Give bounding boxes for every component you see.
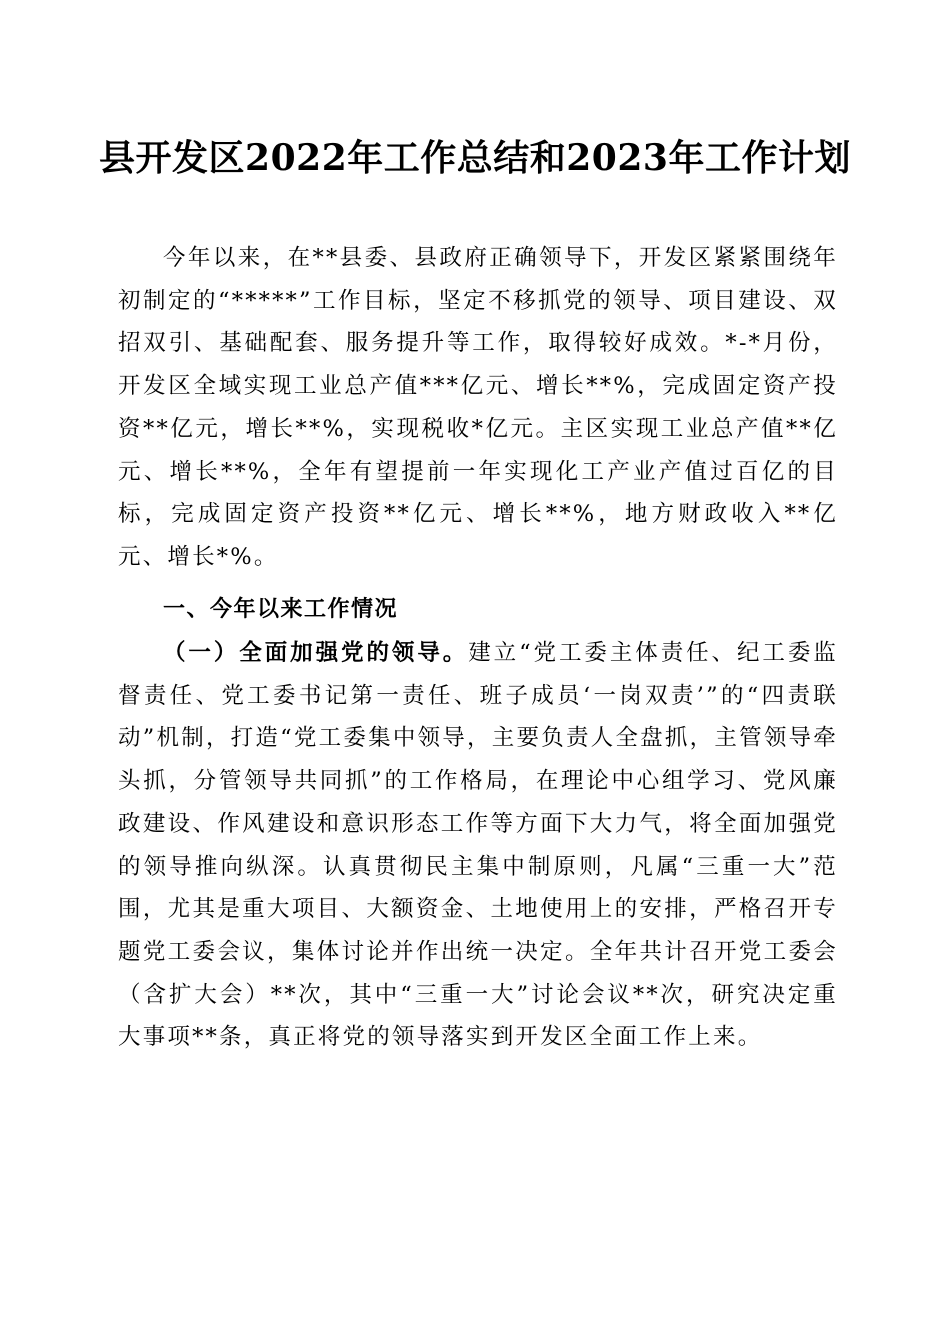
- subsection-body: 建立“党工委主体责任、纪工委监督责任、党工委书记第一责任、班子成员‘一岗双责’”的“四责联动”机制，打造“党工委集中领导，主要负责人全盘抓，主管领导牵头抓，分管领导共同抓”的工作格局，在理论中心组学习、党风廉政建设、作风建设和意识形态工作等方面下大力气，将全面加强党的领导推向纵深。认真贯彻民主集中制原则，凡属“三重一大”范围，尤其是重大项目、大额资金、土地使用上的安排，严格召开专题党工委会议，集体讨论并作出统一决定。全年共计召开党工委会（含扩大会）**次，其中“三重一大”讨论会议**次，研究决定重大事项**条，真正将党的领导落实到开发区全面工作上来。: [118, 640, 838, 1051]
- intro-paragraph: 今年以来，在**县委、县政府正确领导下，开发区紧紧围绕年初制定的“*****”工作目标，坚定不移抓党的领导、项目建设、双招双引、基础配套、服务提升等工作，取得较好成效。*-*月份，开发区全域实现工业总产值***亿元、增长**%，完成固定资产投资**亿元，增长**%，实现税收*亿元。主区实现工业总产值**亿元、增长**%，全年有望提前一年实现化工产业产值过百亿的目标，完成固定资产投资**亿元、增长**%，地方财政收入**亿元、增长*%。: [118, 245, 838, 570]
- subsection-paragraph: [118, 632, 838, 1059]
- document-title: 县开发区2022年工作总结和2023年工作计划: [99, 137, 851, 179]
- subsection-lead: （一）全面加强党的领导。: [163, 640, 469, 666]
- section-heading: 一、今年以来工作情况: [163, 597, 399, 622]
